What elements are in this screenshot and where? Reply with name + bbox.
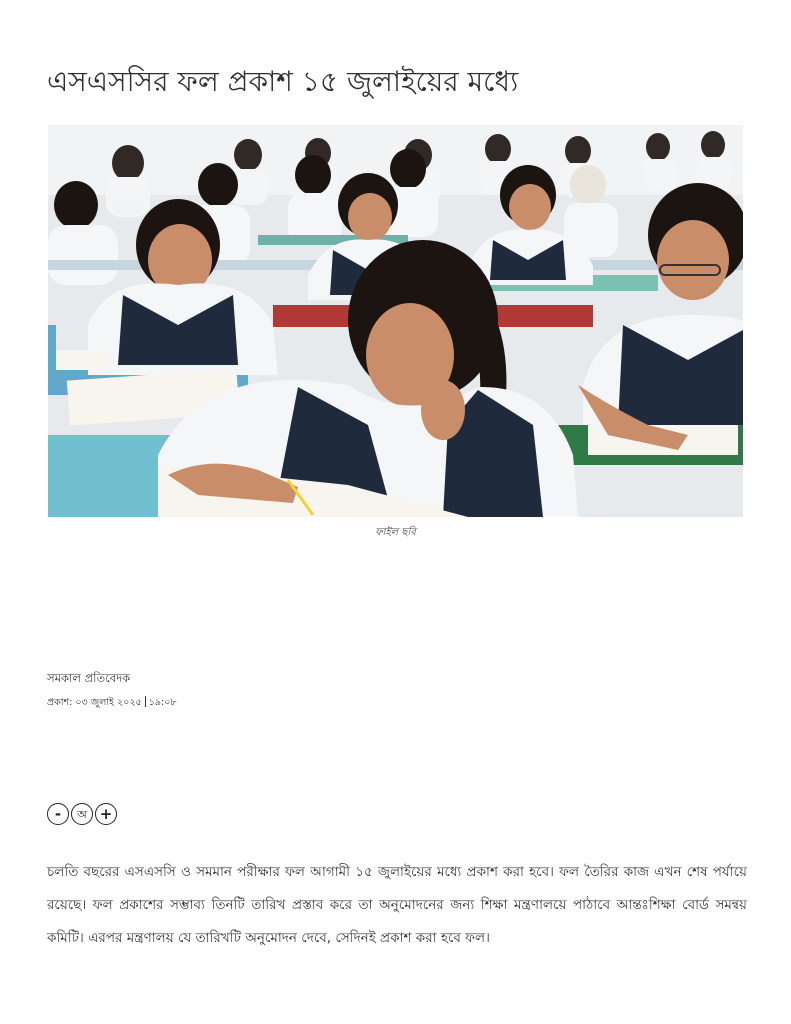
reporter-name: সমকাল প্রতিবেদক (47, 671, 131, 685)
article-body-text: চলতি বছরের এসএসসি ও সমমান পরীক্ষার ফল আগামী ১৫ জুলাইয়ের মধ্যে প্রকাশ করা হবে। ফল তৈরির কাজ এখন শেষ পর্যায়ে রয়েছে। ফল প্রকাশের সম্ভাব্য তিনটি তারিখ প্রস্তাব করে তা অনুমোদনের জন্য শিক্ষা মন্ত্রণালয়ে পাঠাবে আন্তঃশিক্ষা বোর্ড সমন্বয় কমিটি। এরপর মন্ত্রণালয় যে তারিখটি অনুমোদন দেবে, সেদিনই প্রকাশ করা হবে ফল। (47, 864, 747, 946)
article-photo (48, 125, 743, 517)
font-increase-button[interactable]: + (95, 803, 117, 825)
font-decrease-button[interactable]: - (47, 803, 69, 825)
exam-hall-illustration (48, 125, 743, 517)
publish-time: ১৯:০৮ (148, 697, 177, 708)
font-size-controls (47, 803, 117, 825)
image-caption: ফাইল ছবি (375, 527, 416, 538)
dateline-separator (145, 696, 146, 707)
publish-date: প্রকাশ: ০৩ জুলাই ২০২৫ (47, 697, 142, 708)
font-reset-button[interactable]: অ (71, 803, 93, 825)
publish-dateline (47, 696, 177, 711)
article-headline: এসএসসির ফল প্রকাশ ১৫ জুলাইয়ের মধ্যে (47, 65, 519, 98)
